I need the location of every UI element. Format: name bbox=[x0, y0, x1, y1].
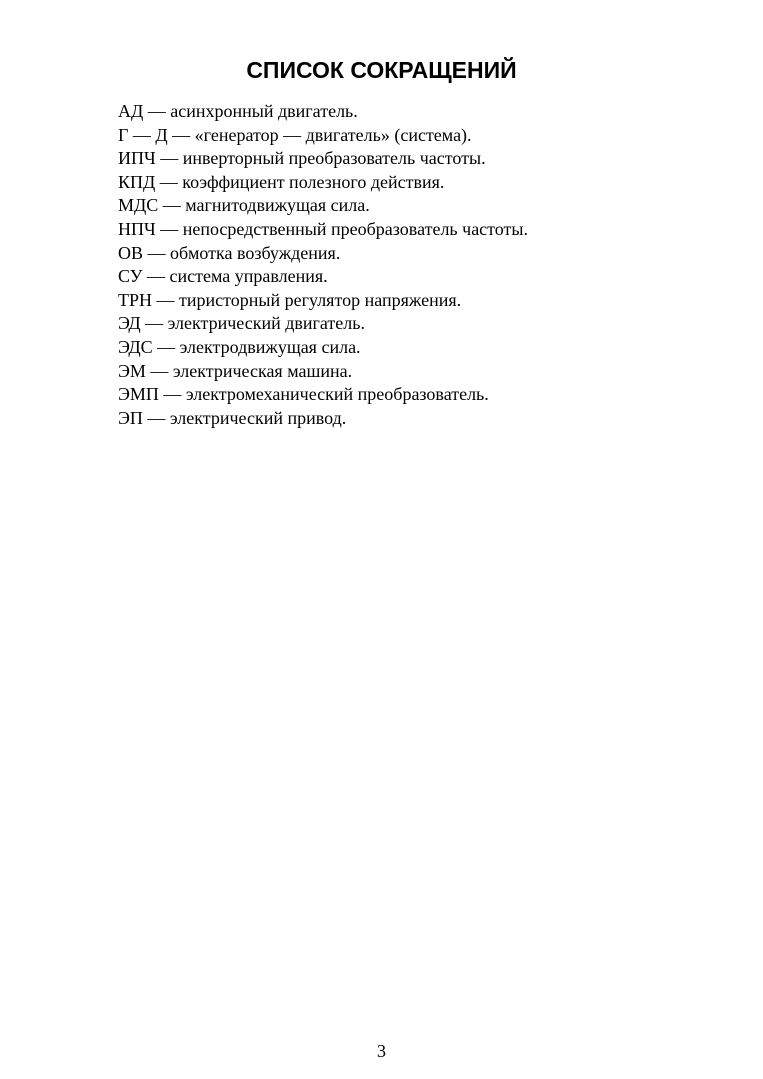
list-item: ЭДС — электродвижущая сила. bbox=[118, 336, 361, 357]
list-item: ЭД — электрический двигатель. bbox=[118, 313, 365, 334]
list-item: НПЧ — непосредственный преобразователь частоты. bbox=[118, 218, 529, 239]
list-item: АД — асинхронный двигатель. bbox=[118, 101, 358, 121]
list-item: ЭМ — электрическая машина. bbox=[118, 360, 353, 381]
list-item: ИПЧ — инверторный преобразователь частоты. bbox=[118, 148, 486, 169]
list-item: ЭМП — электромеханический преобразователь. bbox=[118, 384, 489, 405]
list-item: МДС — магнитодвижущая сила. bbox=[118, 195, 370, 216]
abbreviation-list bbox=[118, 100, 528, 430]
list-item: Г — Д — «генератор — двигатель» (система). bbox=[118, 124, 472, 145]
list-item: СУ — система управления. bbox=[118, 266, 328, 287]
page-title: СПИСОК СОКРАЩЕНИЙ bbox=[246, 57, 517, 83]
list-item: ОВ — обмотка возбуждения. bbox=[118, 242, 341, 263]
list-item: ЭП — электрический привод. bbox=[118, 407, 347, 428]
list-item: КПД — коэффициент полезного действия. bbox=[118, 171, 445, 192]
list-item: ТРН — тиристорный регулятор напряжения. bbox=[118, 289, 462, 310]
page-number: 3 bbox=[377, 1041, 386, 1061]
